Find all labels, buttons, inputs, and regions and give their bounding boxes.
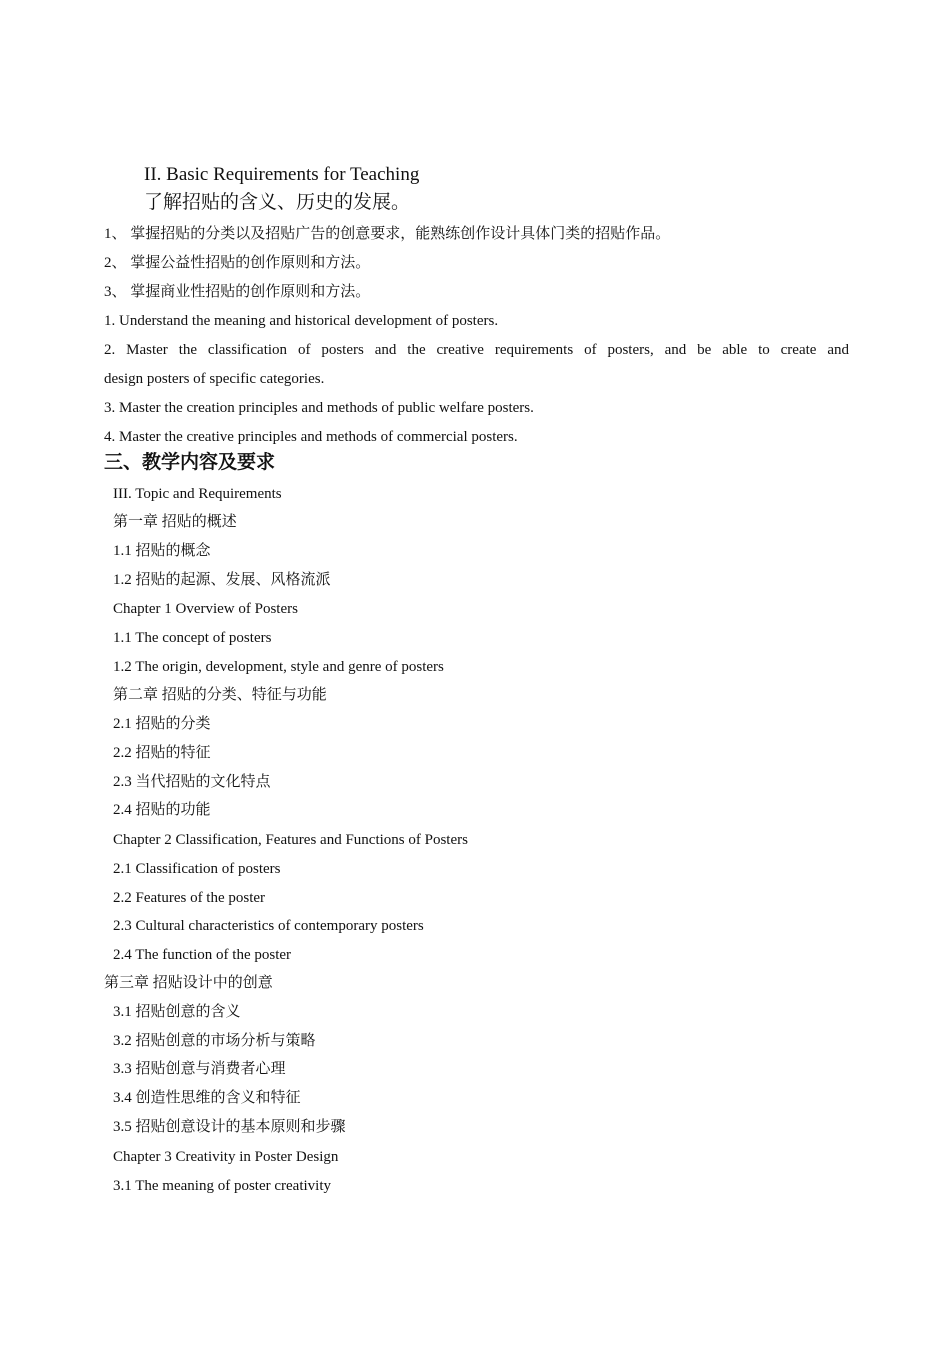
chapter-item-cn: 2.1 招贴的分类 bbox=[113, 716, 211, 732]
chapter-item-cn: 1.1 招贴的概念 bbox=[113, 543, 211, 559]
requirement-item-en: 1. Understand the meaning and historical development of posters. bbox=[104, 313, 499, 329]
chapter-item-cn: 2.4 招贴的功能 bbox=[113, 802, 211, 818]
chapter-item-en: 1.2 The origin, development, style and genre of posters bbox=[113, 659, 444, 675]
requirement-item-en: 4. Master the creative principles and methods of commercial posters. bbox=[104, 429, 518, 445]
chapter-title-en: Chapter 3 Creativity in Poster Design bbox=[113, 1149, 339, 1165]
chapter-item-en: 2.2 Features of the poster bbox=[113, 890, 266, 906]
requirement-item-cn: 1、 掌握招贴的分类以及招贴广告的创意要求，能熟练创作设计具体门类的招贴作品。 bbox=[104, 226, 671, 242]
requirement-item-en: 2. Master the classification of posters and the creative requirements of posters, and be able to create and bbox=[104, 342, 849, 358]
chapter-title-cn: 第三章 招贴设计中的创意 bbox=[104, 975, 273, 991]
chapter-item-cn: 3.1 招贴创意的含义 bbox=[113, 1004, 241, 1020]
section-heading-en: II. Basic Requirements for Teaching bbox=[144, 164, 420, 185]
chapter-item-cn: 2.3 当代招贴的文化特点 bbox=[113, 774, 271, 790]
requirement-item-cn: 2、 掌握公益性招贴的创作原则和方法。 bbox=[104, 255, 371, 271]
chapter-item-en: 2.3 Cultural characteristics of contemporary posters bbox=[113, 918, 424, 934]
requirement-item-en: 3. Master the creation principles and methods of public welfare posters. bbox=[104, 400, 534, 416]
chapter-item-en: 2.1 Classification of posters bbox=[113, 861, 281, 877]
chapter-item-en: 3.1 The meaning of poster creativity bbox=[113, 1178, 331, 1194]
chapter-title-en: Chapter 2 Classification, Features and Functions of Posters bbox=[113, 832, 468, 848]
chapter-item-cn: 3.4 创造性思维的含义和特征 bbox=[113, 1090, 301, 1106]
chapter-title-cn: 第一章 招贴的概述 bbox=[113, 514, 237, 530]
chapter-title-en: Chapter 1 Overview of Posters bbox=[113, 601, 298, 617]
section-heading-cn: 三、教学内容及要求 bbox=[104, 452, 276, 473]
chapter-item-cn: 3.2 招贴创意的市场分析与策略 bbox=[113, 1033, 316, 1049]
intro-text-cn: 了解招贴的含义、历史的发展。 bbox=[144, 192, 411, 213]
requirement-item-en-continued: design posters of specific categories. bbox=[104, 371, 325, 387]
requirement-item-cn: 3、 掌握商业性招贴的创作原则和方法。 bbox=[104, 284, 371, 300]
chapter-item-cn: 1.2 招贴的起源、发展、风格流派 bbox=[113, 572, 331, 588]
section-heading-en: III. Topic and Requirements bbox=[113, 486, 282, 502]
chapter-item-cn: 3.5 招贴创意设计的基本原则和步骤 bbox=[113, 1119, 346, 1135]
chapter-item-en: 1.1 The concept of posters bbox=[113, 630, 272, 646]
chapter-item-cn: 3.3 招贴创意与消费者心理 bbox=[113, 1061, 286, 1077]
chapter-title-cn: 第二章 招贴的分类、特征与功能 bbox=[113, 687, 327, 703]
chapter-item-cn: 2.2 招贴的特征 bbox=[113, 745, 211, 761]
chapter-item-en: 2.4 The function of the poster bbox=[113, 947, 292, 963]
